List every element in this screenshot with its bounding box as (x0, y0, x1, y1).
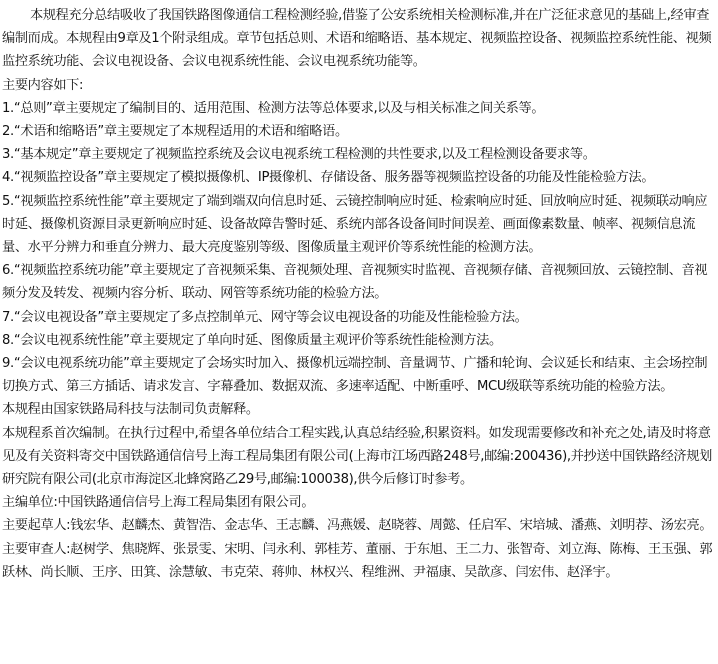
chapter-item-4: 4.“视频监控设备”章主要规定了模拟摄像机、IP摄像机、存储设备、服务器等视频监控设备的功能及性能检验方法。 (2, 170, 655, 186)
main-content-heading: 主要内容如下: (2, 77, 84, 93)
first-edition-paragraph: 本规程系首次编制。在执行过程中,希望各单位结合工程实践,认真总结经验,积累资料。如发现需要修改和补充之处,请及时将意见及有关资料寄交中国铁路通信信号上海工程局集团有限公司(上海市江场西路248号,邮编:200436),并抄送中国铁路经济规划研究院有限公司(北京市海淀区北蜂窝路乙29号,邮编:100038),供今后修订时参考。 (2, 425, 712, 488)
chapter-item-2: 2.“术语和缩略语”章主要规定了本规程适用的术语和缩略语。 (2, 124, 348, 140)
interpretation-statement: 本规程由国家铁路局科技与法制司负责解释。 (2, 402, 259, 418)
chapter-item-5: 5.“视频监控系统性能”章主要规定了端到端双向信息时延、云镜控制响应时延、检索响应时延、回放响应时延、视频联动响应时延、摄像机资源目录更新响应时延、设备故障告警时延、系统内部各设备间时间误差、画面像素数量、帧率、视频信息流量、水平分辨力和垂直分辨力、最大亮度鉴别等级、图像质量主观评价等系统性能的检测方法。 (2, 193, 708, 256)
chapter-item-7: 7.“会议电视设备”章主要规定了多点控制单元、网守等会议电视设备的功能及性能检验方法。 (2, 309, 528, 325)
main-reviewers: 主要审查人:赵树学、焦晓辉、张景雯、宋明、闫永利、郭桂芳、董丽、于东旭、王二力、张智奇、刘立海、陈梅、王玉强、郭跃林、尚长顺、王序、田箕、涂慧敏、韦克荣、蒋帅、林权兴、程维洲、尹福康、吴歆彦、闫宏伟、赵泽宇。 (2, 541, 713, 580)
main-drafters: 主要起草人:钱宏华、赵麟杰、黄智浩、金志华、王志麟、冯燕媛、赵晓蓉、周懿、任启军、宋培城、潘燕、刘明荐、汤宏亮。 (2, 518, 713, 534)
intro-paragraph: 本规程充分总结吸收了我国铁路图像通信工程检测经验,借鉴了公安系统相关检测标准,并在广泛征求意见的基础上,经审查编制而成。本规程由9章及1个附录组成。章节包括总则、术语和缩略语、基本规定、视频监控设备、视频监控系统性能、视频监控系统功能、会议电视设备、会议电视系统性能、会议电视系统功能等。 (2, 8, 712, 70)
chapter-item-6: 6.“视频监控系统功能”章主要规定了音视频采集、音视频处理、音视频实时监视、音视频存储、音视频回放、云镜控制、音视频分发及转发、视频内容分析、联动、网管等系统功能的检验方法。 (2, 263, 708, 302)
chapter-item-3: 3.“基本规定”章主要规定了视频监控系统及会议电视系统工程检测的共性要求,以及工程检测设备要求等。 (2, 147, 596, 163)
chapter-item-1: 1.“总则”章主要规定了编制目的、适用范围、检测方法等总体要求,以及与相关标准之间关系等。 (2, 100, 545, 116)
editor-unit: 主编单位:中国铁路通信信号上海工程局集团有限公司。 (2, 495, 315, 511)
chapter-item-8: 8.“会议电视系统性能”章主要规定了单向时延、图像质量主观评价等系统性能检测方法。 (2, 332, 502, 348)
chapter-item-9: 9.“会议电视系统功能”章主要规定了会场实时加入、摄像机远端控制、音量调节、广播和轮询、会议延长和结束、主会场控制切换方式、第三方插话、请求发言、字幕叠加、数据双流、多速率适配、中断重呼、MCU级联等系统功能的检验方法。 (2, 356, 708, 395)
